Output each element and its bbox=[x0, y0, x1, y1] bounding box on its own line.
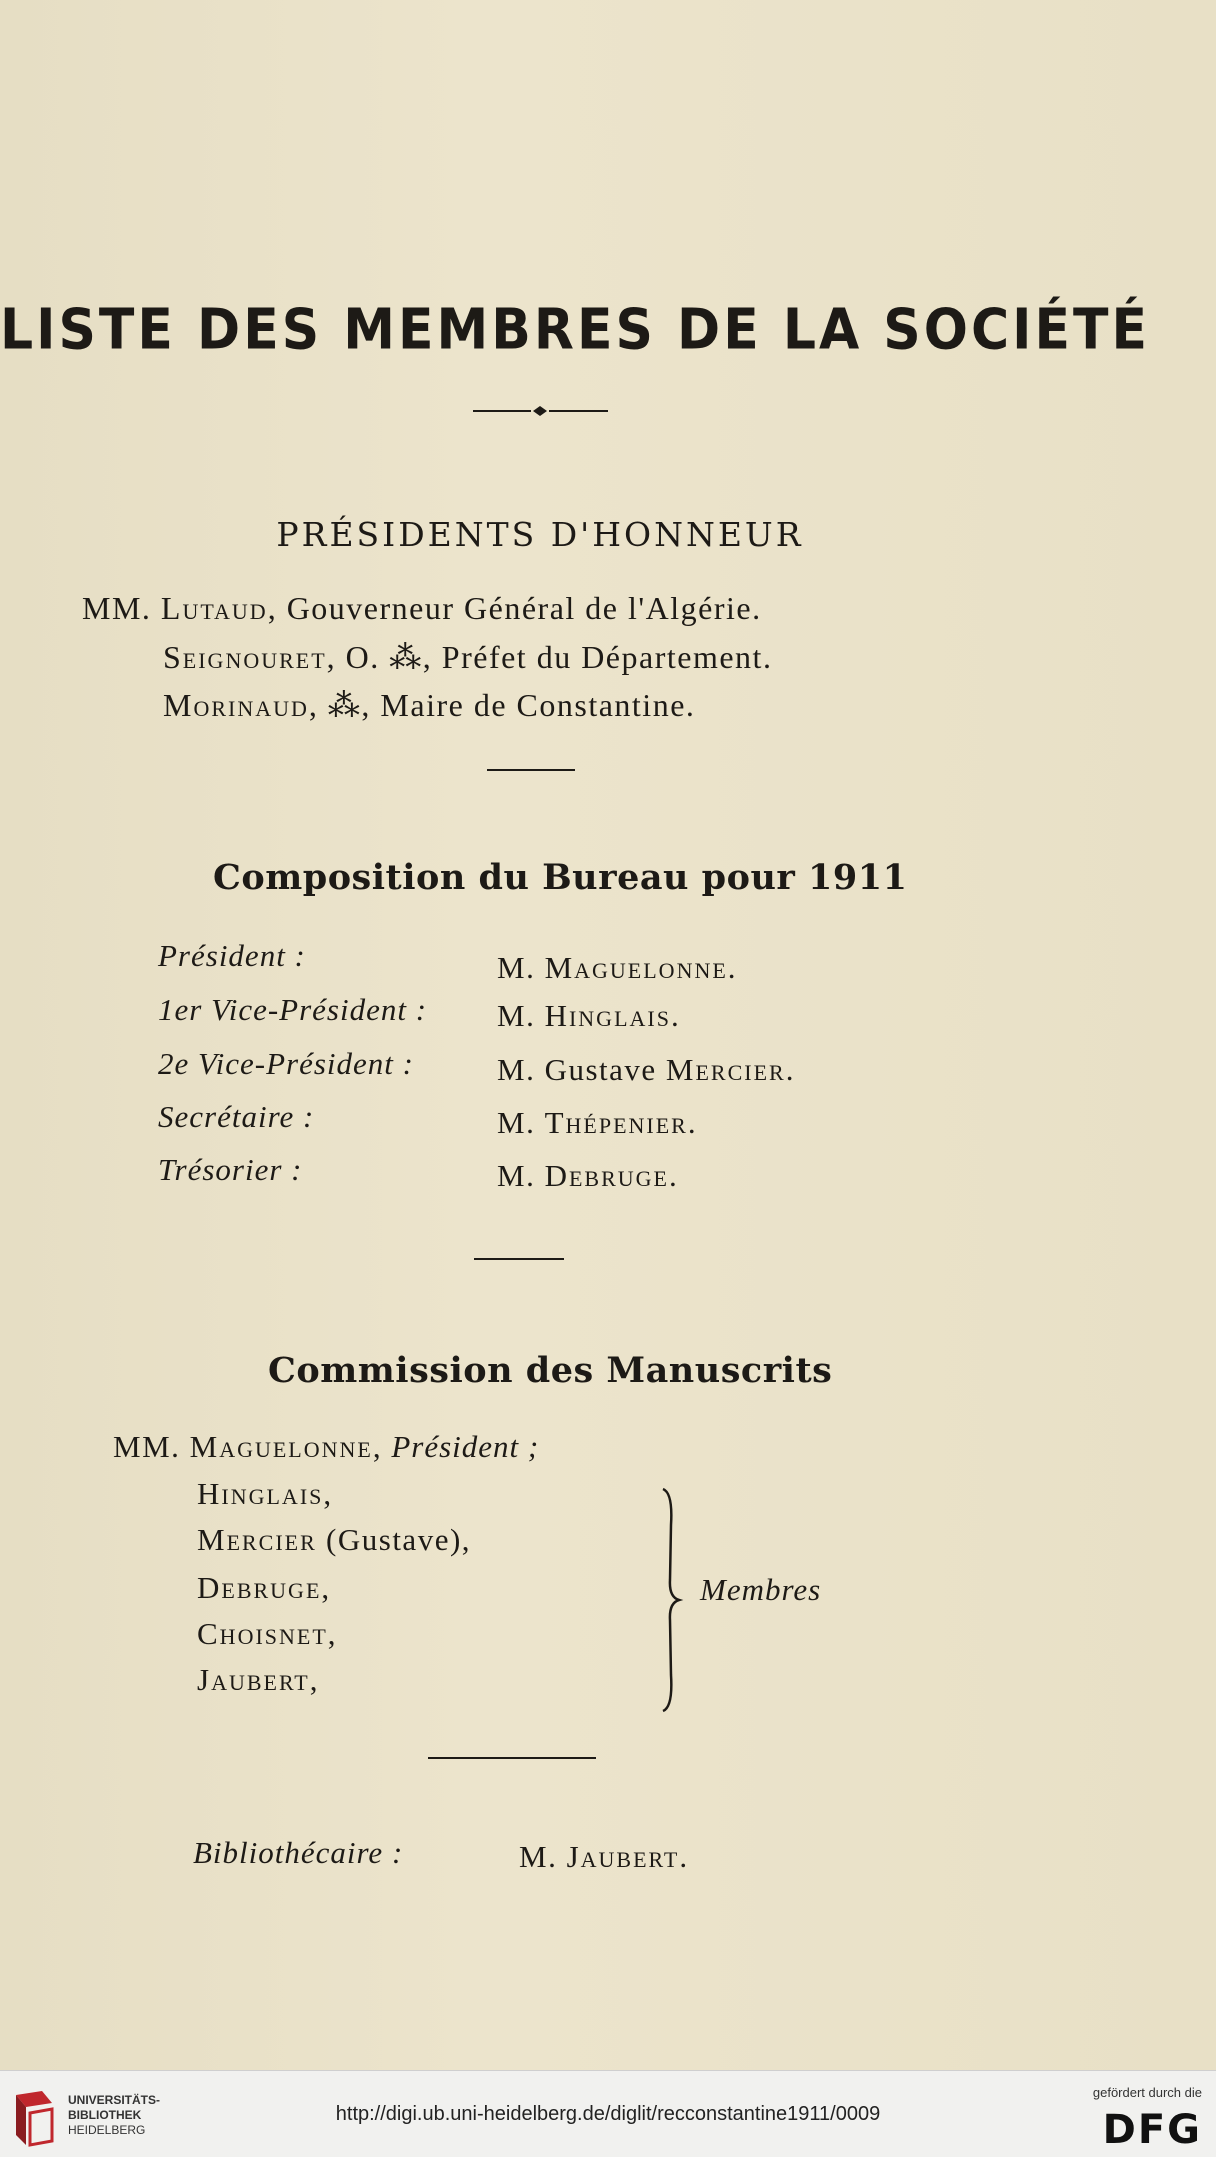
page-title: LISTE DES MEMBRES DE LA SOCIÉTÉ bbox=[0, 297, 1150, 363]
honneur-heading: PRÉSIDENTS D'HONNEUR bbox=[276, 515, 804, 554]
funded-by-label: gefördert durch die bbox=[1092, 2085, 1202, 2100]
honneur-line-1: MM. Lutaud, Gouverneur Général de l'Algérie. bbox=[82, 590, 762, 626]
commission-member-4: Choisnet, bbox=[197, 1616, 338, 1651]
commission-president: MM. Maguelonne, Président ; bbox=[113, 1429, 540, 1464]
ornament-divider bbox=[473, 404, 608, 418]
section-rule-3 bbox=[428, 1757, 596, 1759]
bureau-role-president: Président : bbox=[158, 938, 306, 973]
honneur-line-3: Morinaud, ⁂, Maire de Constantine. bbox=[163, 687, 696, 723]
bureau-value-secretaire: M. Thépenier. bbox=[497, 1105, 698, 1140]
honneur-line-2: Seignouret, O. ⁂, Préfet du Département. bbox=[163, 639, 773, 675]
bibliothecaire-value: M. Jaubert. bbox=[519, 1839, 690, 1874]
bureau-value-vp1: M. Hinglais. bbox=[497, 998, 681, 1033]
commission-heading: Commission des Manuscrits bbox=[268, 1350, 833, 1391]
viewer-footer bbox=[0, 2070, 1216, 2157]
bureau-role-tresorier: Trésorier : bbox=[158, 1152, 303, 1187]
right-brace bbox=[655, 1485, 685, 1715]
bureau-value-vp2: M. Gustave Mercier. bbox=[497, 1052, 796, 1087]
section-rule-2 bbox=[474, 1258, 564, 1260]
university-library-name: UNIVERSITÄTS- BIBLIOTHEK HEIDELBERG bbox=[68, 2093, 161, 2137]
bureau-role-vp2: 2e Vice-Président : bbox=[158, 1046, 414, 1081]
members-label: Membres bbox=[700, 1572, 822, 1607]
section-rule-1 bbox=[487, 769, 575, 771]
commission-member-2: Mercier (Gustave), bbox=[197, 1522, 472, 1557]
bibliothecaire-role: Bibliothécaire : bbox=[193, 1835, 404, 1870]
bureau-heading: Composition du Bureau pour 1911 bbox=[213, 857, 908, 898]
commission-member-3: Debruge, bbox=[197, 1570, 331, 1605]
document-url[interactable]: http://digi.ub.uni-heidelberg.de/diglit/recconstantine1911/0009 bbox=[335, 2103, 881, 2125]
commission-member-5: Jaubert, bbox=[197, 1662, 319, 1697]
dfg-logo: DFG bbox=[1102, 2107, 1202, 2153]
bureau-value-president: M. Maguelonne. bbox=[497, 950, 738, 985]
commission-member-1: Hinglais, bbox=[197, 1476, 333, 1511]
bureau-role-secretaire: Secrétaire : bbox=[158, 1099, 315, 1134]
bureau-role-vp1: 1er Vice-Président : bbox=[158, 992, 428, 1027]
bureau-value-tresorier: M. Debruge. bbox=[497, 1158, 679, 1193]
